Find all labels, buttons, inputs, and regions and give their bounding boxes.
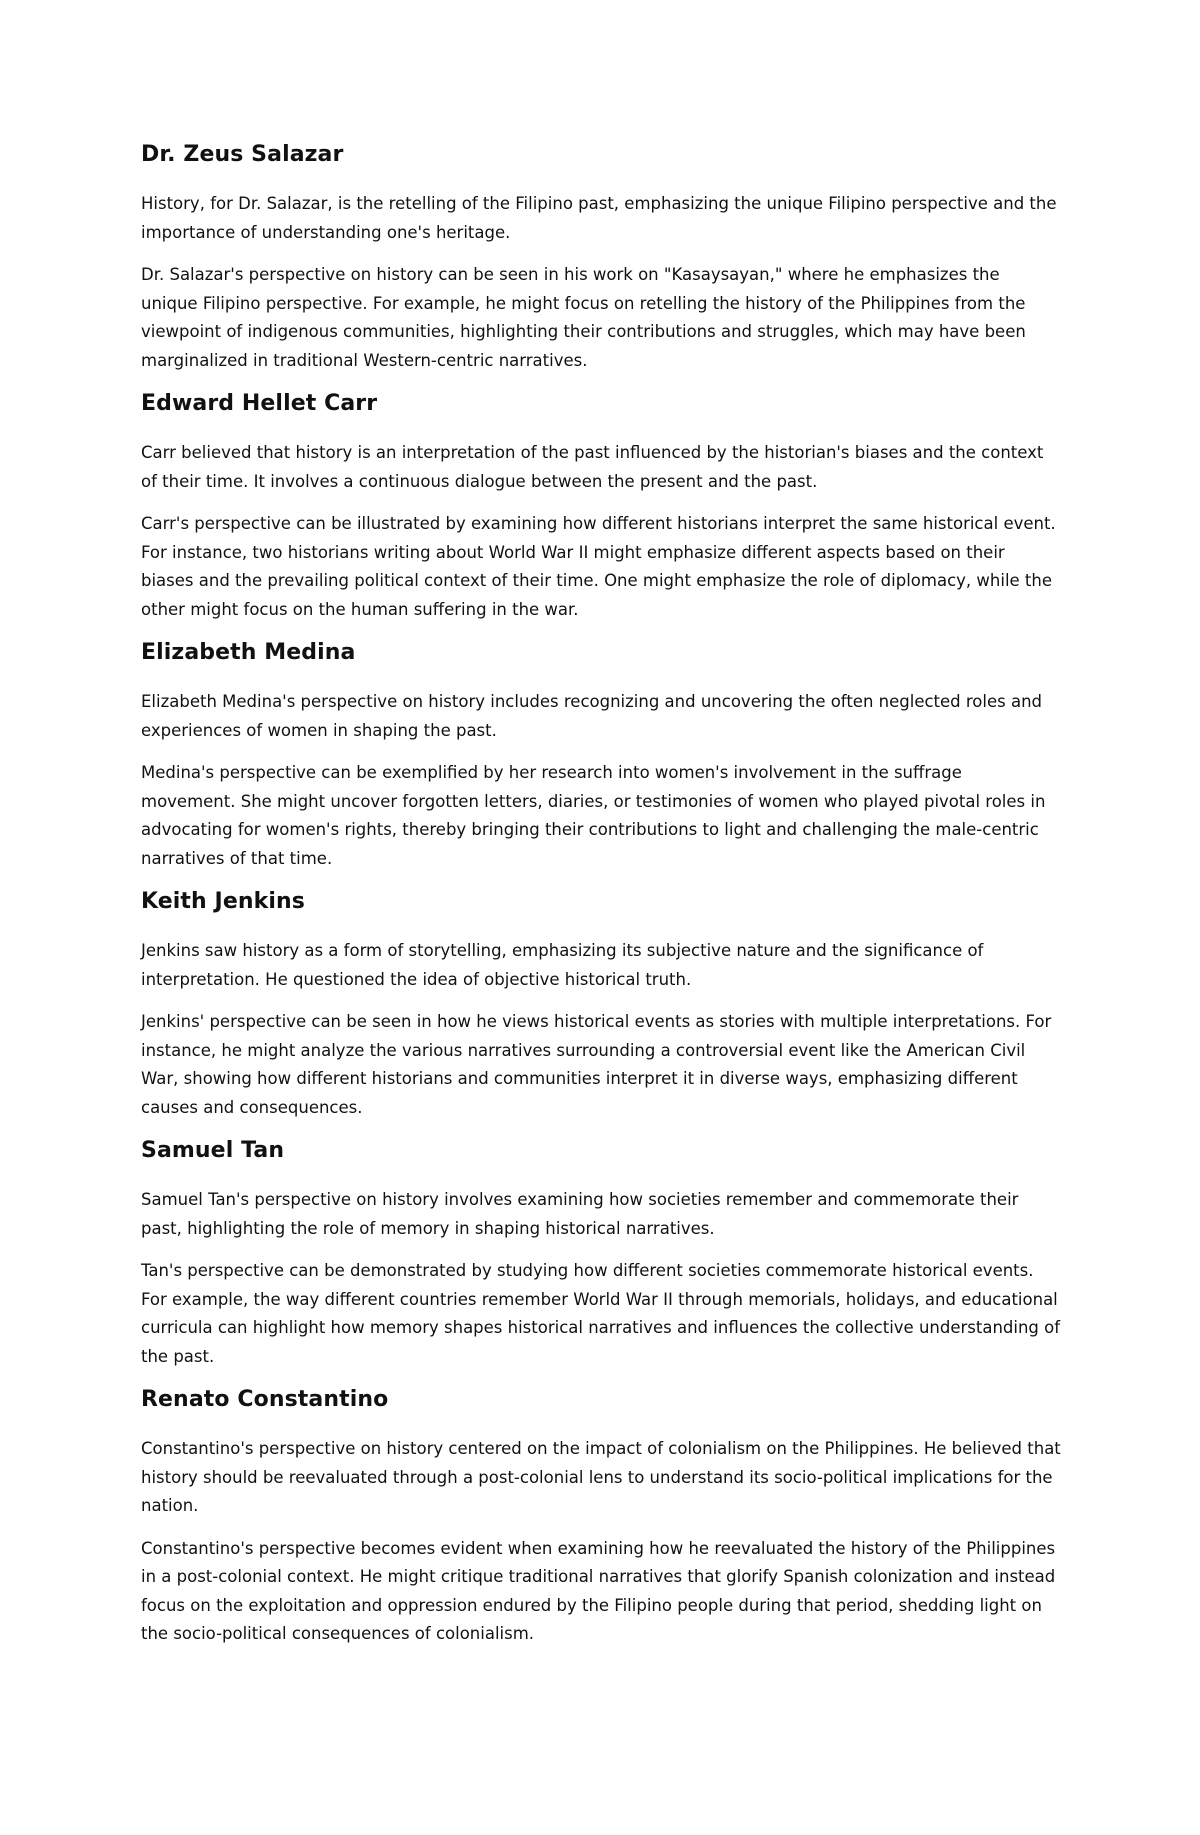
section-zeus-salazar [141, 140, 1061, 375]
section-paragraph: Medina's perspective can be exemplified by her research into women's involvement in the suffrage movement. She might uncover forgotten letters, diaries, or testimonies of women who played pivotal roles in advocating for women's rights, thereby bringing their contributions to light and challenging the male-centric narratives of that time. [141, 763, 1046, 868]
section-paragraph: Jenkins saw history as a form of storytelling, emphasizing its subjective nature and the significance of interpretation. He questioned the idea of objective historical truth. [141, 941, 984, 989]
section-heading: Keith Jenkins [141, 889, 305, 914]
section-paragraph: Elizabeth Medina's perspective on history includes recognizing and uncovering the often neglected roles and experiences of women in shaping the past. [141, 692, 1043, 740]
section-elizabeth-medina [141, 638, 1061, 873]
section-paragraph: Carr's perspective can be illustrated by examining how different historians interpret the same historical event. For instance, two historians writing about World War II might emphasize different aspects based on their biases and the prevailing political context of their time. One might emphasize the role of diplomacy, while the other might focus on the human suffering in the war. [141, 514, 1056, 619]
section-renato-constantino [141, 1385, 1061, 1649]
section-paragraph: Samuel Tan's perspective on history involves examining how societies remember and commemorate their past, highlighting the role of memory in shaping historical narratives. [141, 1190, 1019, 1238]
section-paragraph: Dr. Salazar's perspective on history can be seen in his work on "Kasaysayan," where he emphasizes the unique Filipino perspective. For example, he might focus on retelling the history of the Philippines from the viewpoint of indigenous communities, highlighting their contributions and struggles, which may have been marginalized in traditional Western-centric narratives. [141, 265, 1026, 370]
document-page [141, 140, 1061, 1663]
section-paragraph: Constantino's perspective on history centered on the impact of colonialism on the Philippines. He believed that history should be reevaluated through a post-colonial lens to understand its socio-political implications for the nation. [141, 1439, 1061, 1515]
section-keith-jenkins [141, 887, 1061, 1122]
section-paragraph: Carr believed that history is an interpretation of the past influenced by the historian's biases and the context of their time. It involves a continuous dialogue between the present and the past. [141, 443, 1044, 491]
section-heading: Edward Hellet Carr [141, 391, 378, 416]
section-paragraph: History, for Dr. Salazar, is the retelling of the Filipino past, emphasizing the unique Filipino perspective and the importance of understanding one's heritage. [141, 194, 1057, 242]
section-paragraph: Tan's perspective can be demonstrated by studying how different societies commemorate historical events. For example, the way different countries remember World War II through memorials, holidays, and educational curricula can highlight how memory shapes historical narratives and influences the collective understanding of the past. [141, 1261, 1061, 1366]
section-heading: Renato Constantino [141, 1387, 389, 1412]
section-edward-hellet-carr [141, 389, 1061, 624]
section-samuel-tan [141, 1136, 1061, 1371]
section-paragraph: Jenkins' perspective can be seen in how he views historical events as stories with multiple interpretations. For instance, he might analyze the various narratives surrounding a controversial event like the American Civil War, showing how different historians and communities interpret it in diverse ways, emphasizing different causes and consequences. [141, 1012, 1052, 1117]
section-heading: Dr. Zeus Salazar [141, 142, 344, 167]
section-paragraph: Constantino's perspective becomes evident when examining how he reevaluated the history of the Philippines in a post-colonial context. He might critique traditional narratives that glorify Spanish colonization and instead focus on the exploitation and oppression endured by the Filipino people during that period, shedding light on the socio-political consequences of colonialism. [141, 1538, 1056, 1643]
section-heading: Elizabeth Medina [141, 640, 356, 665]
section-heading: Samuel Tan [141, 1138, 285, 1163]
